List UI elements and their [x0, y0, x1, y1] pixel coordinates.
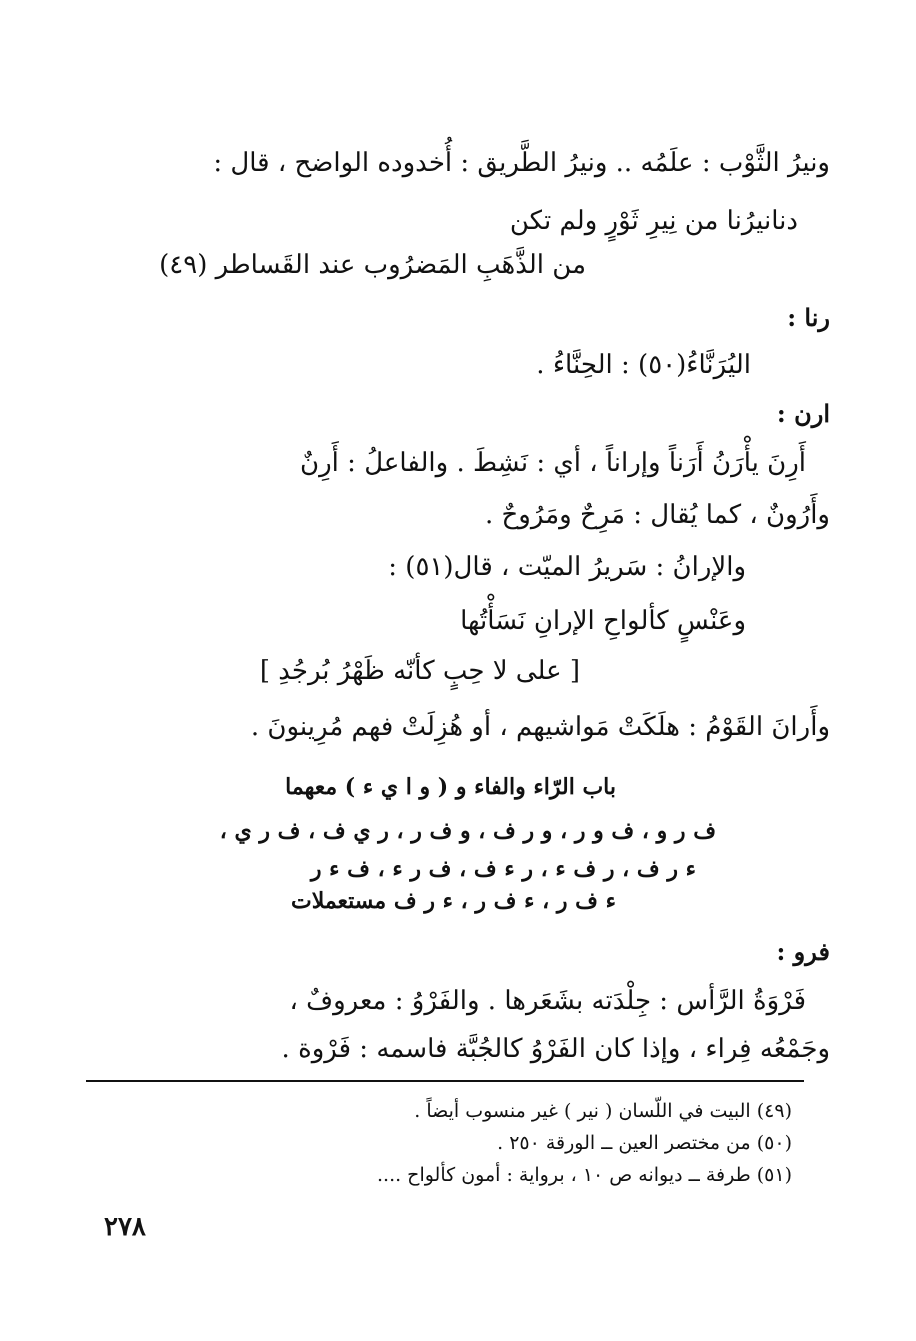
page-number: ٢٧٨: [104, 1212, 146, 1242]
footnote-divider: [86, 1080, 804, 1082]
chapter-title: باب الرّاء والفاء و ( و ا ي ء ) معهما: [285, 774, 616, 800]
text-line: والإرانُ : سَريرُ الميّت ، قال(٥١) :: [388, 552, 746, 582]
verse-line: من الذَّهَبِ المَضرُوب عند القَساطر (٤٩): [159, 250, 586, 280]
root-list-line: ء ر ف ، ر ف ء ، ر ء ف ، ف ر ء ، ف ء ر: [310, 856, 696, 882]
text-line: وجَمْعُه فِراء ، وإذا كان الفَرْوُ كالجُبَّة فاسمه : فَرْوة .: [281, 1034, 830, 1064]
footnote: (٥٠) من مختصر العين ــ الورقة ٢٥٠ .: [497, 1132, 792, 1154]
entry-heading: فرو :: [776, 937, 830, 966]
text-line: ونيرُ الثَّوْب : علَمُه .. ونيرُ الطَّريق : أُخدوده الواضح ، قال :: [213, 148, 830, 178]
text-line: أَرِنَ يأْرَنُ أَرَناً وإراناً ، أي : نَشِطَ . والفاعلُ : أَرِنٌ: [300, 448, 806, 478]
text-line: اليُرَنَّاءُ(٥٠) : الحِنَّاءُ .: [536, 350, 751, 380]
footnote: (٥١) طرفة ــ ديوانه ص ١٠ ، برواية : أمون كألواح ....: [376, 1164, 792, 1186]
root-list-line: ء ف ر ، ء ف ر ، ء ر ف مستعملات: [291, 888, 616, 914]
verse-line: دنانيرُنا من نِيرِ ثَوْرٍ ولم تكن: [509, 206, 798, 236]
verse-line: وعَنْسٍ كألواحِ الإرانِ نَسَأْتُها: [460, 606, 746, 636]
entry-heading: رنا :: [787, 303, 830, 332]
footnote: (٤٩) البيت في اللّسان ( نير ) غير منسوب أيضاً .: [414, 1100, 792, 1122]
text-line: وأَرانَ القَوْمُ : هلَكَتْ مَواشيهم ، أو هُزِلَتْ فهم مُرِينونَ .: [250, 712, 830, 742]
text-line: فَرْوَةُ الرَّأس : جِلْدَته بشَعَرها . والفَرْوُ : معروفٌ ،: [289, 986, 806, 1016]
verse-line: [ على لا حِبٍ كأنّه ظَهْرُ بُرجُدِ ]: [259, 656, 580, 686]
entry-heading: ارن :: [776, 399, 830, 428]
text-line: وأَرُونٌ ، كما يُقال : مَرِحٌ ومَرُوحٌ .: [484, 500, 830, 530]
root-list-line: ف ر و ، ف و ر ، و ر ف ، و ف ر ، ر ي ف ، ف ر ي ،: [219, 818, 716, 844]
